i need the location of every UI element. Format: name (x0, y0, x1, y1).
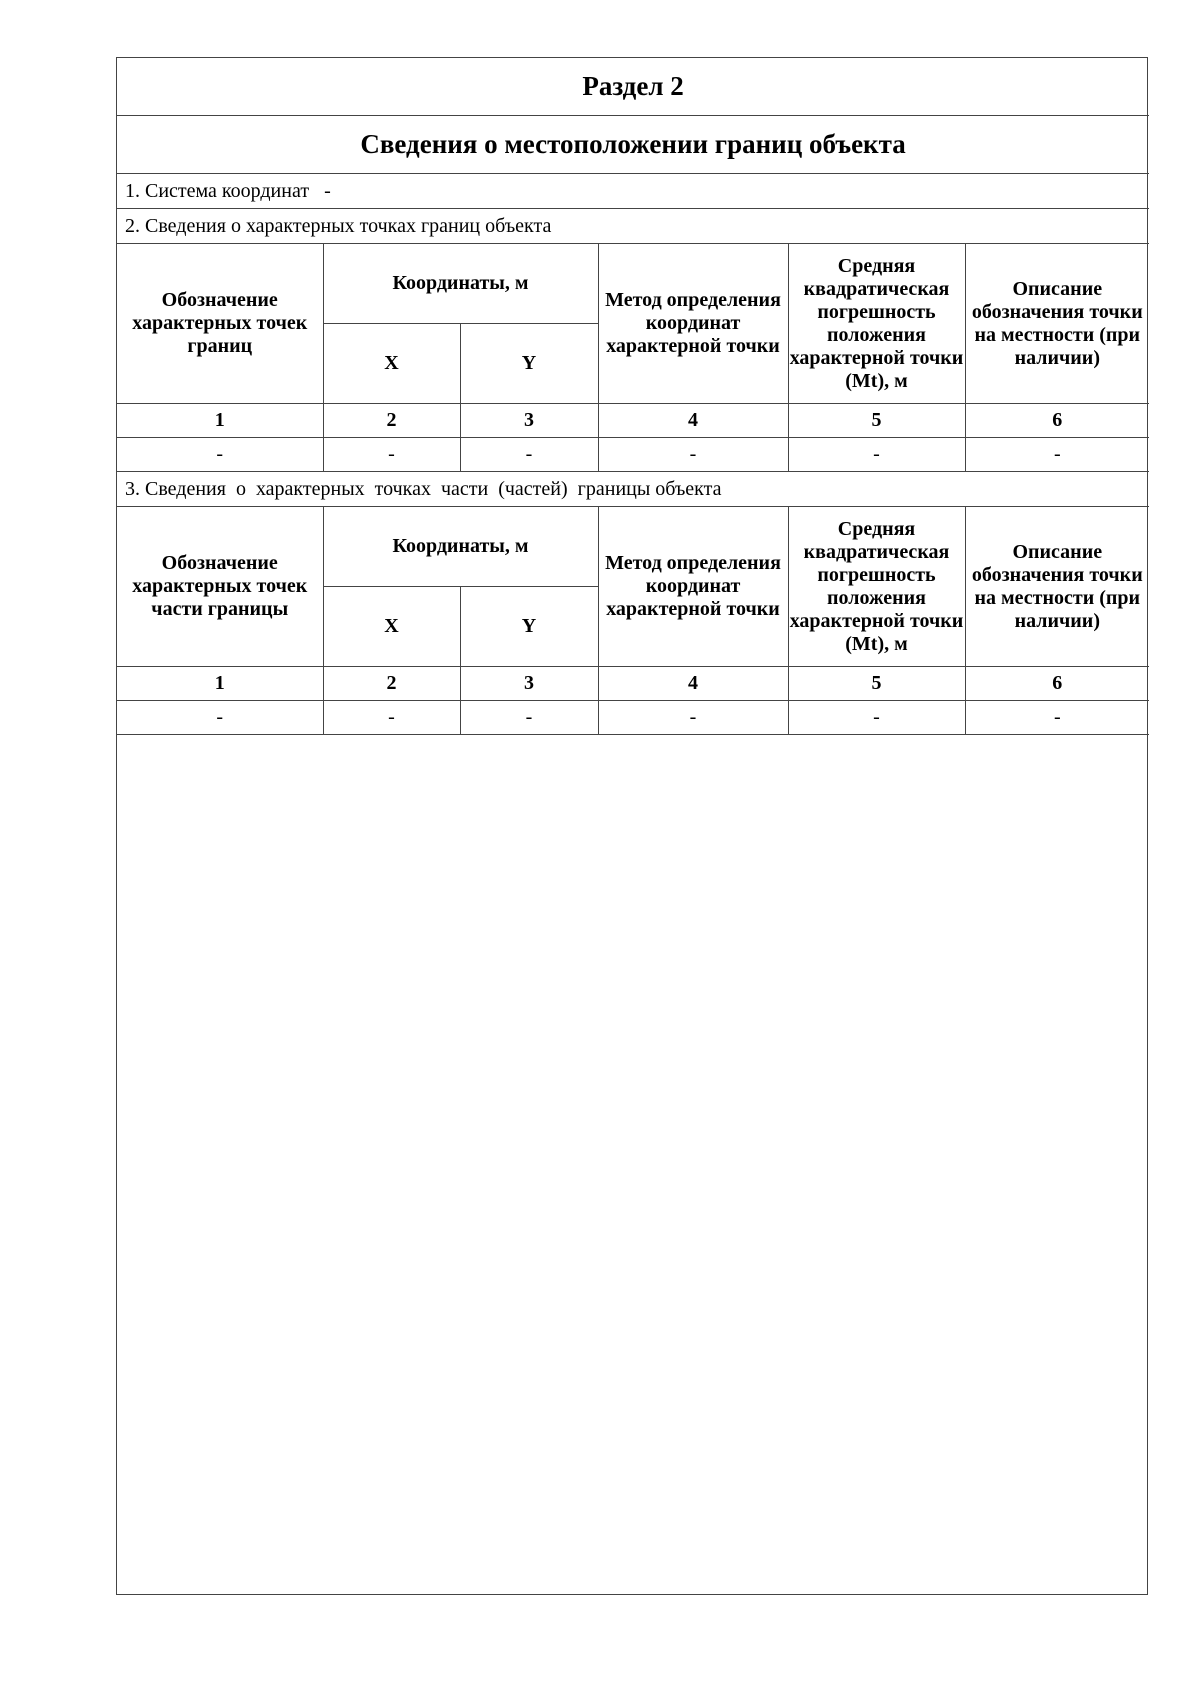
t2-num-4: 4 (598, 667, 788, 701)
t2-num-2: 2 (323, 667, 460, 701)
t2-num-6: 6 (965, 667, 1149, 701)
t2-header-x: X (323, 587, 460, 667)
t2-num-3: 3 (460, 667, 598, 701)
t1-cell-2: - (323, 438, 460, 472)
t2-cell-5: - (788, 701, 965, 735)
t2-cell-2: - (323, 701, 460, 735)
t1-header-method: Метод определения координат характерной точки (598, 244, 788, 404)
t2-header-y: Y (460, 587, 598, 667)
table2-caption: 3. Сведения о характерных точках части (частей) границы объекта (117, 472, 1149, 507)
t1-header-coords: Координаты, м (323, 244, 598, 324)
table1-caption: 2. Сведения о характерных точках границ объекта (117, 209, 1149, 244)
t1-num-3: 3 (460, 404, 598, 438)
table-row (117, 701, 1149, 735)
document-frame (116, 57, 1148, 1595)
table-row (117, 438, 1149, 472)
coord-system-label: 1. Система координат (125, 179, 310, 202)
t2-num-1: 1 (117, 667, 323, 701)
t1-num-5: 5 (788, 404, 965, 438)
t2-header-points: Обозначение характерных точек части границы (117, 507, 323, 667)
t2-cell-3: - (460, 701, 598, 735)
t1-header-x: X (323, 324, 460, 404)
t2-header-desc: Описание обозначения точки на местности (при наличии) (965, 507, 1149, 667)
t1-num-4: 4 (598, 404, 788, 438)
t1-number-row (117, 404, 1149, 438)
t1-cell-1: - (117, 438, 323, 472)
t1-num-6: 6 (965, 404, 1149, 438)
t1-header-y: Y (460, 324, 598, 404)
coord-system-value: - (324, 179, 331, 202)
t2-header-method: Метод определения координат характерной точки (598, 507, 788, 667)
section-title: Раздел 2 (117, 58, 1149, 116)
t2-num-5: 5 (788, 667, 965, 701)
t1-cell-4: - (598, 438, 788, 472)
t1-cell-5: - (788, 438, 965, 472)
t2-cell-1: - (117, 701, 323, 735)
coord-system-row (117, 174, 1149, 209)
t1-num-2: 2 (323, 404, 460, 438)
t2-header-coords: Координаты, м (323, 507, 598, 587)
section-table (117, 58, 1149, 735)
section-subtitle: Сведения о местоположении границ объекта (117, 116, 1149, 174)
t2-cell-4: - (598, 701, 788, 735)
t2-number-row (117, 667, 1149, 701)
t2-header-error: Средняя квадратическая погрешность положения характерной точки (Mt), м (788, 507, 965, 667)
t1-cell-6: - (965, 438, 1149, 472)
t1-cell-3: - (460, 438, 598, 472)
t1-num-1: 1 (117, 404, 323, 438)
t1-header-desc: Описание обозначения точки на местности (при наличии) (965, 244, 1149, 404)
t2-cell-6: - (965, 701, 1149, 735)
t1-header-points: Обозначение характерных точек границ (117, 244, 323, 404)
t1-header-error: Средняя квадратическая погрешность положения характерной точки (Mt), м (788, 244, 965, 404)
